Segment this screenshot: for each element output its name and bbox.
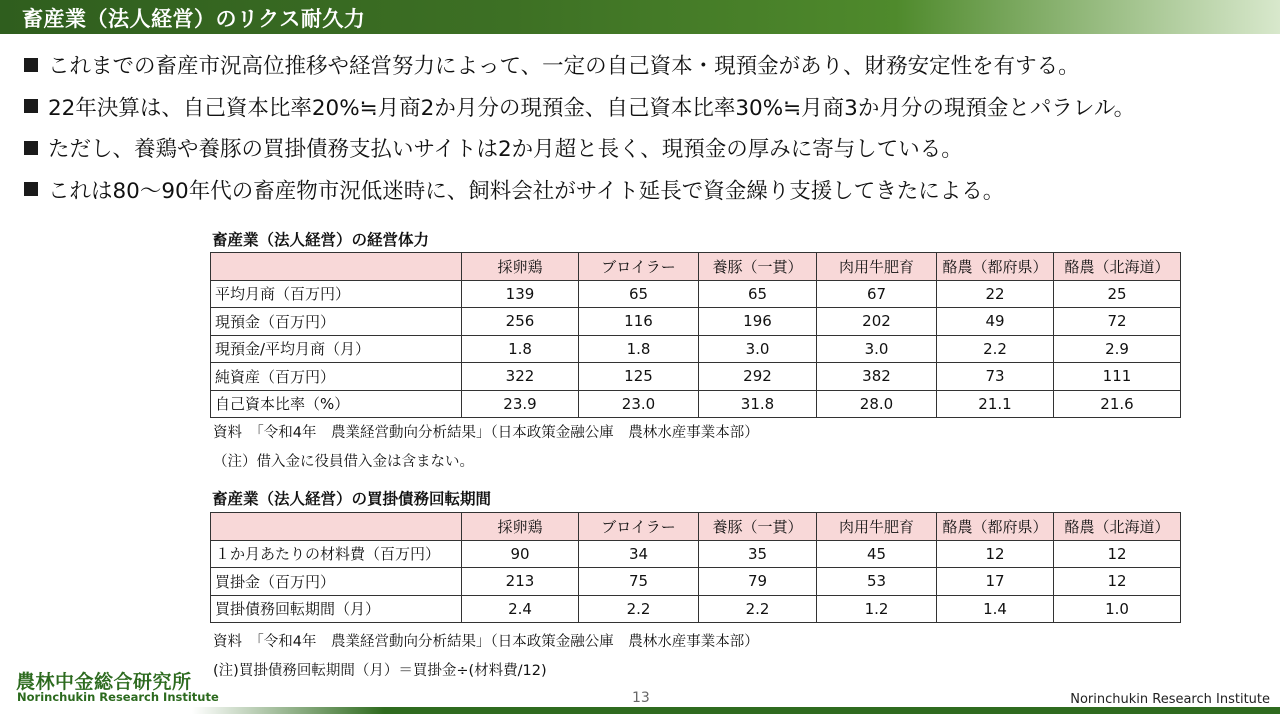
table-cell: 73 (937, 363, 1054, 391)
table-cell: 1.8 (462, 335, 579, 363)
bullet-text: ただし、養鶏や養豚の買掛債務支払いサイトは2か月超と長く、現預金の厚みに寄与している。 (48, 137, 963, 163)
table2-note: (注)買掛債務回転期間（月）＝買掛金÷(材料費/12) (213, 663, 547, 679)
table-cell: 49 (937, 308, 1054, 336)
page-number: 13 (632, 690, 650, 706)
table-cell: 75 (579, 568, 699, 596)
table-cell: 2.4 (462, 595, 579, 623)
table-row (211, 540, 1181, 568)
table-header-cell: ブロイラー (579, 513, 699, 541)
table-cell: 65 (699, 280, 817, 308)
table1-title: 畜産業（法人経営）の経営体力 (212, 231, 430, 249)
table-cell: 53 (817, 568, 937, 596)
table-row (211, 308, 1181, 336)
table-cell: 12 (1054, 540, 1181, 568)
table-header-cell: 養豚（一貫） (699, 513, 817, 541)
table-cell: 256 (462, 308, 579, 336)
table-cell: 65 (579, 280, 699, 308)
row-label: 純資産（百万円） (211, 363, 462, 391)
row-label: 現預金（百万円） (211, 308, 462, 336)
bullet-item (22, 86, 1272, 128)
table-row (211, 390, 1181, 418)
table-row (211, 363, 1181, 391)
table1-note: （注）借入金に役員借入金は含まない。 (213, 454, 474, 470)
table-header-cell (211, 513, 462, 541)
bullet-text: 22年決算は、自己資本比率20%≒月商2か月分の現預金、自己資本比率30%≒月商3か月分の現預金とパラレル。 (48, 95, 1136, 121)
table-cell: 2.2 (579, 595, 699, 623)
payables-turnover-table (210, 512, 1181, 623)
table-row (211, 335, 1181, 363)
table-cell: 2.2 (937, 335, 1054, 363)
bullet-item (22, 127, 1272, 169)
table-cell: 1.0 (1054, 595, 1181, 623)
table-header-cell: 酪農（北海道） (1054, 253, 1181, 281)
square-bullet-icon (24, 182, 38, 196)
table-cell: 202 (817, 308, 937, 336)
logo-text-jp: 農林中金総合研究所 (16, 671, 192, 693)
table-cell: 213 (462, 568, 579, 596)
table-cell: 125 (579, 363, 699, 391)
table-cell: 111 (1054, 363, 1181, 391)
square-bullet-icon (24, 58, 38, 72)
table-row (211, 280, 1181, 308)
row-label: 現預金/平均月商（月） (211, 335, 462, 363)
table-cell: 12 (937, 540, 1054, 568)
table-header-cell (211, 253, 462, 281)
bullet-item (22, 169, 1272, 211)
table2-title: 畜産業（法人経営）の買掛債務回転期間 (212, 490, 492, 508)
table-cell: 90 (462, 540, 579, 568)
row-label: 買掛金（百万円） (211, 568, 462, 596)
table-header-row (211, 253, 1181, 281)
bullet-item (22, 44, 1272, 86)
table-header-cell: 肉用牛肥育 (817, 513, 937, 541)
table-cell: 12 (1054, 568, 1181, 596)
table1-source: 資料 「令和4年 農業経営動向分析結果」（日本政策金融公庫 農林水産事業本部） (213, 425, 759, 441)
table-cell: 3.0 (817, 335, 937, 363)
management-strength-table (210, 252, 1181, 418)
table-cell: 34 (579, 540, 699, 568)
table-cell: 1.4 (937, 595, 1054, 623)
row-label: １か月あたりの材料費（百万円） (211, 540, 462, 568)
table-cell: 3.0 (699, 335, 817, 363)
table-row (211, 568, 1181, 596)
square-bullet-icon (24, 141, 38, 155)
table-header-row (211, 513, 1181, 541)
table-cell: 1.8 (579, 335, 699, 363)
table-cell: 23.0 (579, 390, 699, 418)
table-cell: 2.9 (1054, 335, 1181, 363)
table-cell: 139 (462, 280, 579, 308)
table-cell: 23.9 (462, 390, 579, 418)
table-cell: 2.2 (699, 595, 817, 623)
table-cell: 31.8 (699, 390, 817, 418)
table-header-cell: 養豚（一貫） (699, 253, 817, 281)
table-cell: 17 (937, 568, 1054, 596)
row-label: 平均月商（百万円） (211, 280, 462, 308)
table-cell: 67 (817, 280, 937, 308)
slide-title: 畜産業（法人経営）のリクス耐久力 (22, 7, 366, 31)
table-cell: 45 (817, 540, 937, 568)
table-header-cell: ブロイラー (579, 253, 699, 281)
logo-text-en: Norinchukin Research Institute (17, 690, 219, 704)
row-label: 買掛債務回転期間（月） (211, 595, 462, 623)
table-cell: 21.6 (1054, 390, 1181, 418)
title-bar (0, 0, 1280, 34)
table-cell: 25 (1054, 280, 1181, 308)
table-header-cell: 酪農（都府県） (937, 513, 1054, 541)
table-header-cell: 採卵鶏 (462, 253, 579, 281)
table-header-cell: 肉用牛肥育 (817, 253, 937, 281)
table-cell: 196 (699, 308, 817, 336)
table-cell: 79 (699, 568, 817, 596)
bullet-text: これは80～90年代の畜産物市況低迷時に、飼料会社がサイト延長で資金繰り支援してきたによる。 (48, 178, 1005, 204)
footer-divider (0, 707, 1280, 714)
table-cell: 72 (1054, 308, 1181, 336)
table-cell: 116 (579, 308, 699, 336)
table-row (211, 595, 1181, 623)
footer-institute: Norinchukin Research Institute (1070, 692, 1270, 707)
table-cell: 322 (462, 363, 579, 391)
bullet-list (22, 44, 1272, 210)
table-cell: 22 (937, 280, 1054, 308)
table-cell: 35 (699, 540, 817, 568)
bullet-text: これまでの畜産市況高位推移や経営努力によって、一定の自己資本・現預金があり、財務安定性を有する。 (48, 54, 1080, 80)
table-header-cell: 採卵鶏 (462, 513, 579, 541)
table-cell: 382 (817, 363, 937, 391)
row-label: 自己資本比率（%） (211, 390, 462, 418)
table2-source: 資料 「令和4年 農業経営動向分析結果」（日本政策金融公庫 農林水産事業本部） (213, 634, 759, 650)
table-cell: 21.1 (937, 390, 1054, 418)
table-cell: 292 (699, 363, 817, 391)
table-header-cell: 酪農（北海道） (1054, 513, 1181, 541)
table-header-cell: 酪農（都府県） (937, 253, 1054, 281)
table-cell: 1.2 (817, 595, 937, 623)
square-bullet-icon (24, 99, 38, 113)
table-cell: 28.0 (817, 390, 937, 418)
